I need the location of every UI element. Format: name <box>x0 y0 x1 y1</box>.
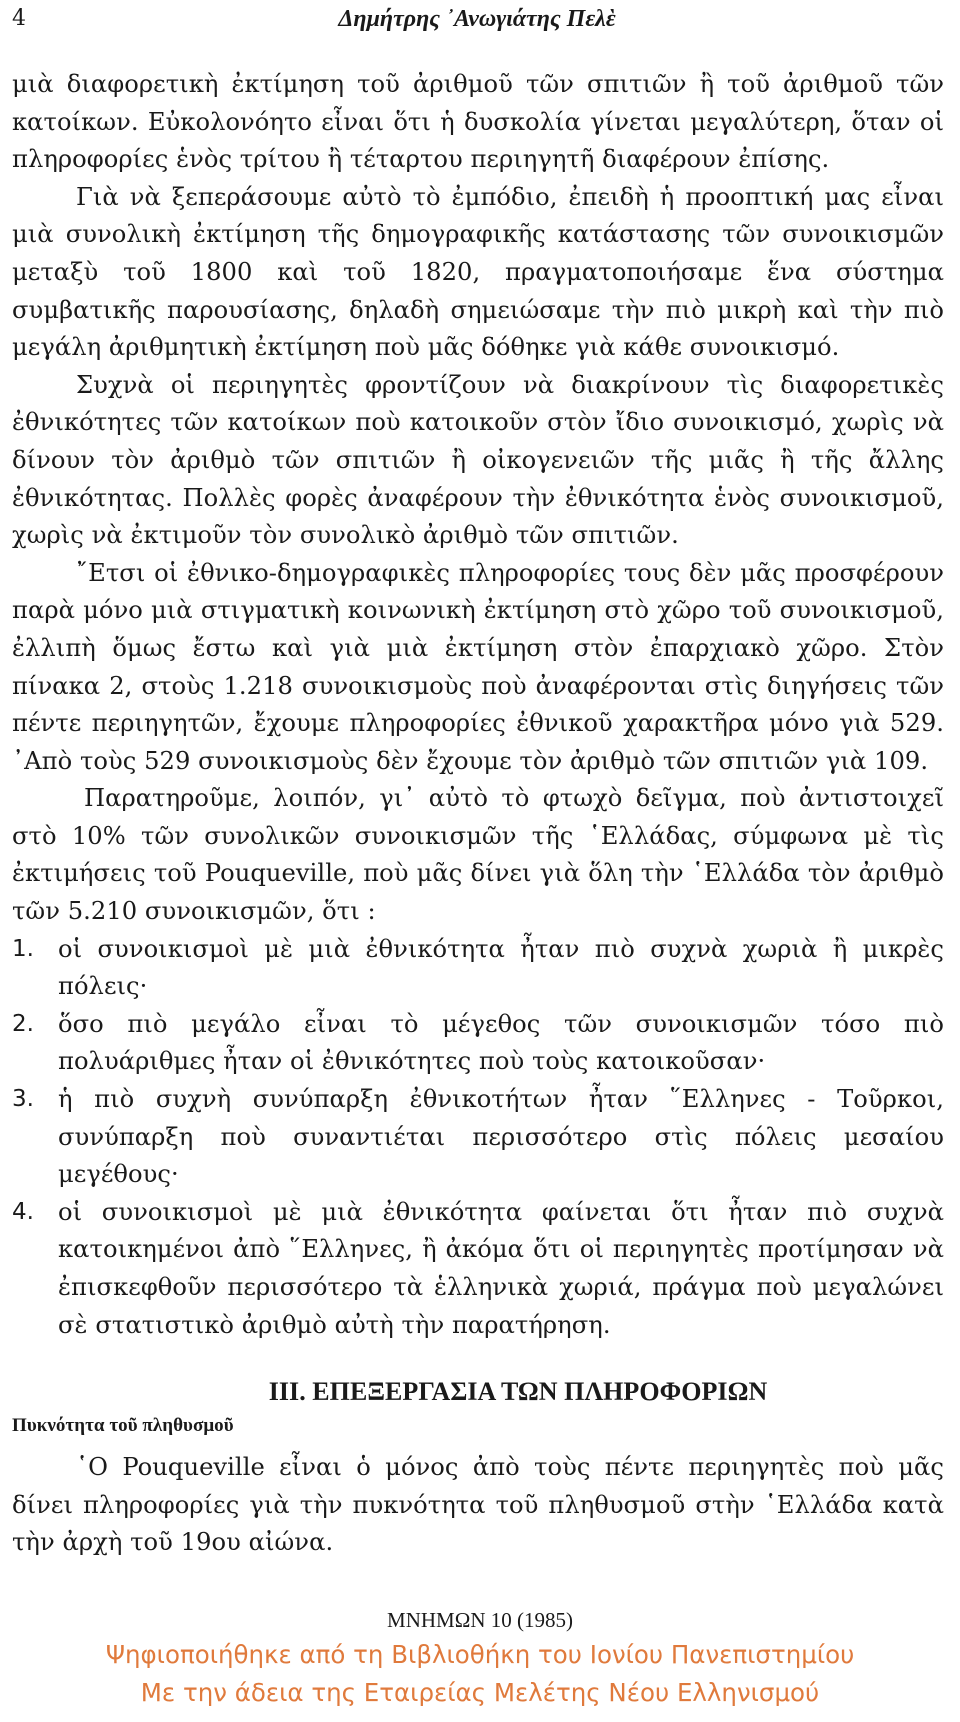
body-paragraph: Συχνὰ οἱ περιηγητὲς φροντίζουν νὰ διακρίνουν τὶς διαφορετικὲς ἐθνικότητες τῶν κατοίκων ποὺ κατοικοῦν στὸν ἴδιο συνοικισμό, χωρὶς νὰ δίνουν τὸν ἀριθμὸ τῶν σπιτιῶν ἢ οἰκογενειῶν τῆς μιᾶς ἢ τῆς ἄλλης ἐθνικότητας. Πολλὲς φορὲς ἀναφέρουν τὴν ἐθνικότητα ἑνὸς συνοικισμοῦ, χωρὶς νὰ ἐκτιμοῦν τὸν συνολικὸ ἀριθμὸ τῶν σπιτιῶν. <box>12 370 944 550</box>
list-number: 3. <box>12 1086 35 1113</box>
running-head: Δημήτρης ᾽Ανωγιάτης Πελὲ <box>338 6 616 32</box>
watermark-line: Με την άδεια της Εταιρείας Μελέτης Νέου Ελληνισμού <box>140 1678 820 1707</box>
document-body <box>12 66 944 1562</box>
body-paragraph: ῾Ο Pouqueville εἶναι ὁ μόνος ἀπὸ τοὺς πέντε περιηγητὲς ποὺ μᾶς δίνει πληροφορίες γιὰ τὴν πυκνότητα τοῦ πληθυσμοῦ στὴν ῾Ελλάδα κατὰ τὴν ἀρχὴ τοῦ 19ου αἰώνα. <box>12 1453 944 1557</box>
body-paragraph: Γιὰ νὰ ξεπεράσουμε αὐτὸ τὸ ἐμπόδιο, ἐπειδὴ ἡ προοπτική μας εἶναι μιὰ συνολικὴ ἐκτίμηση τῆς δημογραφικῆς κατάστασης τῶν συνοικισμῶν μεταξὺ τοῦ 1800 καὶ τοῦ 1820, πραγματοποιήσαμε ἕνα σύστημα συμβατικῆς παρουσίασης, δηλαδὴ σημειώσαμε τὴν πιὸ μικρὴ καὶ τὴν πιὸ μεγάλη ἀριθμητικὴ ἐκτίμηση ποὺ μᾶς δόθηκε γιὰ κάθε συνοικισμό. <box>12 182 944 362</box>
list-item <box>12 1006 944 1081</box>
body-paragraph: Παρατηροῦμε, λοιπόν, γι᾽ αὐτὸ τὸ φτωχὸ δεῖγμα, ποὺ ἀντιστοιχεῖ στὸ 10% τῶν συνολικῶν συνοικισμῶν τῆς ῾Ελλάδας, σύμφωνα μὲ τὶς ἐκτιμήσεις τοῦ Pouqueville, ποὺ μᾶς δίνει γιὰ ὅλη τὴν ῾Ελλάδα τὸν ἀριθμὸ τῶν 5.210 συνοικισμῶν, ὅτι : <box>12 784 944 926</box>
list-text: ἡ πιὸ συχνὴ συνύπαρξη ἐθνικοτήτων ἦταν ῞Ελληνες - Τοῦρκοι, συνύπαρξη ποὺ συναντιέται περισσότερο στὶς πόλεις μεσαίου μεγέθους· <box>58 1085 944 1189</box>
list-item <box>12 1194 944 1344</box>
subsection-heading: Πυκνότητα τοῦ πληθυσμοῦ <box>12 1415 234 1437</box>
section-heading: III. ΕΠΕΞΕΡΓΑΣΙΑ ΤΩΝ ΠΛΗΡΟΦΟΡΙΩΝ <box>268 1377 768 1407</box>
journal-footer: ΜΝΗΜΩΝ 10 (1985) <box>387 1608 573 1632</box>
body-paragraph: ῎Ετσι οἱ ἐθνικο-δημογραφικὲς πληροφορίες τους δὲν μᾶς προσφέρουν παρὰ μόνο μιὰ στιγματικὴ κοινωνικὴ ἐκτίμηση στὸ χῶρο τοῦ συνοικισμοῦ, ἐλλιπὴ ὅμως ἔστω καὶ γιὰ μιὰ ἐκτίμηση στὸν ἐπαρχιακὸ χῶρο. Στὸν πίνακα 2, στοὺς 1.218 συνοικισμοὺς ποὺ ἀναφέρονται στὶς διηγήσεις τῶν πέντε περιηγητῶν, ἔχουμε πληροφορίες ἐθνικοῦ χαρακτῆρα μόνο γιὰ 529. ᾽Απὸ τοὺς 529 συνοικισμοὺς δὲν ἔχουμε τὸν ἀριθμὸ τῶν σπιτιῶν γιὰ 109. <box>12 558 944 775</box>
list-item <box>12 1081 944 1194</box>
list-text: οἱ συνοικισμοὶ μὲ μιὰ ἐθνικότητα φαίνεται ὅτι ἦταν πιὸ συχνὰ κατοικημένοι ἀπὸ ῞Ελληνες, ἢ ἀκόμα ὅτι οἱ περιηγητὲς προτίμησαν νὰ ἐπισκεφθοῦν περισσότερο τὰ ἑλληνικὰ χωριά, πράγμα ποὺ μεγαλώνει σὲ στατιστικὸ ἀριθμὸ αὐτὴ τὴν παρατήρηση. <box>58 1197 944 1339</box>
page-number: 4 <box>12 6 26 31</box>
body-paragraph: μιὰ διαφορετικὴ ἐκτίμηση τοῦ ἀριθμοῦ τῶν σπιτιῶν ἢ τοῦ ἀριθμοῦ τῶν κατοίκων. Εὐκολονόητο εἶναι ὅτι ἡ δυσκολία γίνεται μεγαλύτερη, ὅταν οἱ πληροφορίες ἑνὸς τρίτου ἢ τέταρτου περιηγητῆ διαφέρουν ἐπίσης. <box>12 70 944 174</box>
list-number: 1. <box>12 935 35 962</box>
watermark-line: Ψηφιοποιήθηκε από τη Βιβλιοθήκη του Ιονίου Πανεπιστημίου <box>105 1640 855 1669</box>
list-item <box>12 931 944 1006</box>
digitization-watermark <box>0 1636 960 1712</box>
list-number: 4. <box>12 1198 35 1225</box>
list-text: οἱ συνοικισμοὶ μὲ μιὰ ἐθνικότητα ἦταν πιὸ συχνὰ χωριὰ ἢ μικρὲς πόλεις· <box>58 934 944 1001</box>
page-header <box>12 6 942 36</box>
list-number: 2. <box>12 1010 35 1037</box>
list-text: ὅσο πιὸ μεγάλο εἶναι τὸ μέγεθος τῶν συνοικισμῶν τόσο πιὸ πολυάριθμες ἦταν οἱ ἐθνικότητες ποὺ τοὺς κατοικοῦσαν· <box>58 1009 944 1076</box>
